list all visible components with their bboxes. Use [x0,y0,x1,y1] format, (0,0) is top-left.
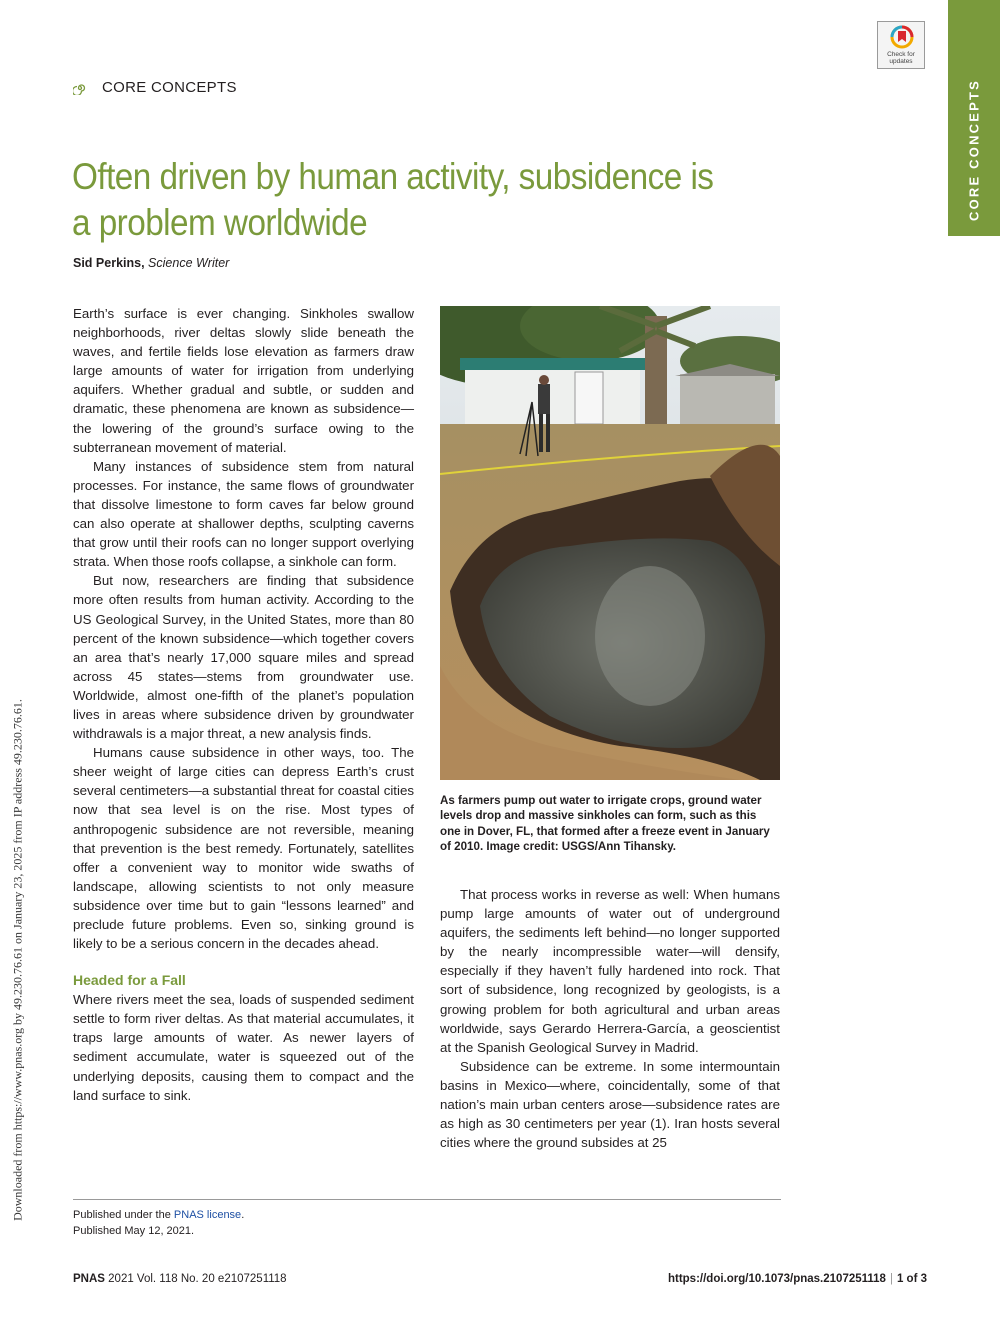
paragraph: Many instances of subsidence stem from natural processes. For instance, the same flows of groundwater that dissolve limestone to form caves far below ground can also operate at shallower depths, sculpting caverns that grow until their roofs can no longer support overlying strata. When those roofs collapse, a sinkhole can form. [73,458,414,570]
sinkhole-photo [440,306,780,780]
paragraph: That process works in reverse as well: When humans pump large amounts of water out of underground aquifers, the sediments left behind—no longer supported by the nearly incompressible water—will densify, especially if they haven’t fully hardened into rock. That sort of subsidence, long recognized by geologists, is a growing problem for both agricultural and urban areas worldwide, says Gerardo Herrera-García, a geoscientist at the Spanish Geological Survey in Madrid. [440,887,780,1055]
citation-text: 2021 Vol. 118 No. 20 e2107251118 [108,1273,287,1285]
section-label: CORE CONCEPTS [102,79,237,96]
photo-caption: As farmers pump out water to irrigate crops, ground water levels drop and massive sinkholes can form, such as this one in Dover, FL, that formed after a freeze event in January of 2010. Image credit: USGS/Ann Tihansky. [440,794,770,854]
check-updates-icon [890,25,914,49]
article-title: Often driven by human activity, subsidence is a problem worldwide [72,156,714,243]
paragraph: Where rivers meet the sea, loads of suspended sediment settle to form river deltas. As that material accumulates, it traps large amounts of water. As newer layers of sediment accumulate, water is squeezed out of the underlying deposits, causing them to compact and the land surface to sink. [73,992,414,1103]
paragraph: But now, researchers are finding that subsidence more often results from human activity. According to the US Geological Survey, in the United States, more than 80 percent of the known subsidence—which together covers an area that’s nearly 17,000 square miles and spread across 45 states—stems from groundwater use. Worldwide, almost one-fifth of the planet’s population lives in areas where subsidence driven by groundwater withdrawals is a major threat, a new analysis finds. [73,573,414,742]
check-updates-label: Check for updates [887,51,915,65]
journal-name: PNAS [73,1273,105,1285]
author-name: Sid Perkins, [73,256,145,270]
byline [73,256,229,270]
published-date: Published May 12, 2021. [73,1224,195,1237]
footer-doi [668,1273,927,1285]
page-number: 1 of 3 [896,1273,927,1285]
paragraph: Subsidence can be extreme. In some intermountain basins in Mexico—where, coincidentally, some of that nation’s main urban centers arose—subsidence rates are as high as 30 centimeters per year (1). Iran hosts several cities where the ground subsides at 25 [440,1058,780,1151]
spiral-icon [73,81,87,95]
right-column [440,885,780,1152]
subhead: Headed for a Fall [73,972,186,989]
paragraph: Earth’s surface is ever changing. Sinkholes swallow neighborhoods, river deltas slowly slide beneath the waves, and fertile fields lose elevation as farmers draw large amounts of water for irrigation from underlying aquifers. Whether gradual and subtle, or sudden and dramatic, these phenomena are known as subsidence—the lowering of the ground’s surface owing to the subterranean movement of material. [73,306,414,455]
pnas-license-link[interactable]: PNAS license [173,1209,242,1221]
paragraph: Humans cause subsidence in other ways, too. The sheer weight of large cities can depress Earth’s crust several centimeters—a substantial threat for coastal cities now that sea level is on the rise. Most types of anthropogenic subsidence are not reversible, meaning that prevention is the best remedy. Fortunately, satellites offer a convenient way to monitor wide swaths of landscape, allowing scientists to not only measure subsidence over time but to gain “lessons learned” and preclude future problems. Even so, sinking ground is likely to be a serious concern in the decades ahead. [73,745,414,952]
license-prefix: Published under the [73,1209,171,1221]
footnote-divider [73,1199,781,1200]
license-block [73,1208,244,1239]
license-suffix: . [241,1209,245,1221]
left-column [73,304,414,1105]
download-note: Downloaded from https://www.pnas.org by 49.230.76.61 on January 23, 2025 from IP address 49.230.76.61. [10,699,25,1221]
footer-citation [73,1273,287,1285]
core-concepts-side-tab [948,0,1000,236]
side-tab-label: CORE CONCEPTS [966,78,982,222]
check-for-updates-badge[interactable] [877,21,925,69]
doi-link[interactable]: https://doi.org/10.1073/pnas.2107251118 [667,1273,886,1285]
footer-separator: | [889,1273,893,1285]
sinkhole-photo-illustration [440,306,780,780]
author-role: Science Writer [148,256,230,270]
